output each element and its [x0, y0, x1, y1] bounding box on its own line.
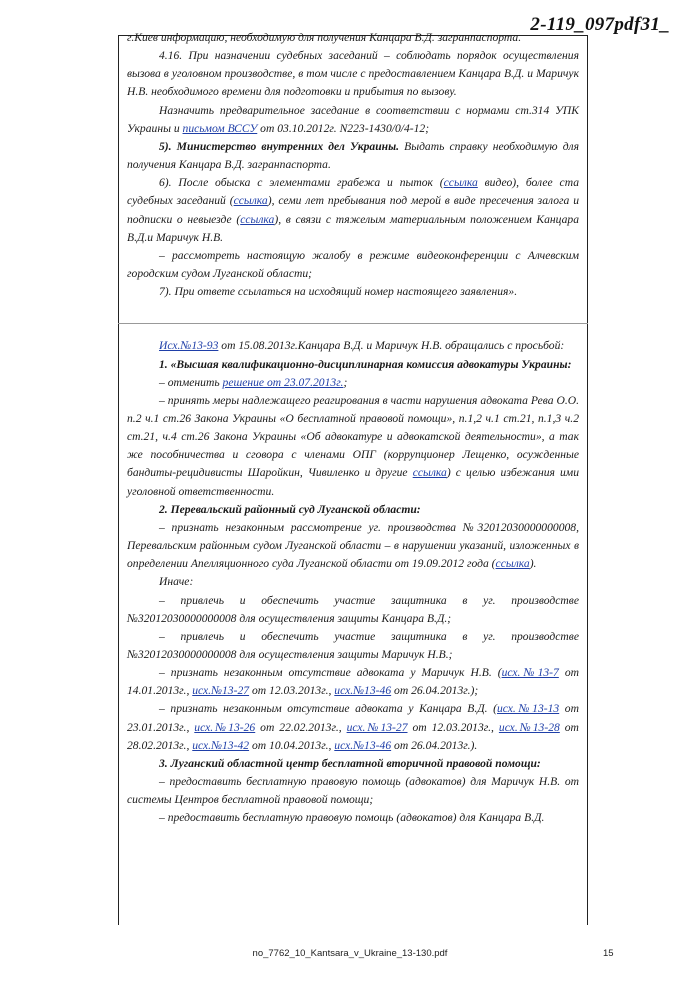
- outgoing-ref-link[interactable]: исх.№13-28: [498, 720, 560, 734]
- paragraph: г.Киев информацию, необходимую для получения Канцара В.Д. загранпаспорта.: [127, 31, 522, 44]
- section-heading: 2. Перевальский районный суд Луганской области:: [159, 502, 421, 516]
- decision-link[interactable]: решение от 23.07.2013г.: [222, 375, 344, 389]
- text: от 23.01.2013г.,: [127, 702, 579, 734]
- spacer: [127, 301, 579, 319]
- text: – признать незаконным рассмотрение уг. производства №32012030000000008, Перевальским районным судом Луганской области – в нарушении указаний, изложенных в определении Апелляционного суда Луганской области от 19.09.2012 года (: [127, 520, 579, 571]
- footer-filename: no_7762_10_Kantsara_v_Ukraine_13-130.pdf: [252, 948, 448, 959]
- vssu-letter-link[interactable]: письмом ВССУ: [182, 121, 258, 135]
- paragraph: [127, 700, 579, 754]
- outgoing-ref-link[interactable]: исх.№13-46: [334, 684, 392, 698]
- text: от 10.04.2013г.,: [249, 738, 335, 752]
- outgoing-ref-link[interactable]: исх.№13-46: [334, 738, 392, 752]
- outgoing-ref-link[interactable]: исх.№13-26: [194, 720, 256, 734]
- paragraph: [127, 374, 579, 392]
- text: ).: [529, 557, 537, 571]
- text: от 15.08.2013г.Канцара В.Д. и Маричук Н.В. обращались с просьбой:: [218, 339, 565, 353]
- text: Назначить предварительное заседание в соответствии с нормами ст.314 УПК Украины и: [127, 103, 579, 135]
- paragraph: – привлечь и обеспечить участие защитника в уг. производстве №32012030000000008 для осуществления защиты Канцара В.Д.;: [127, 593, 579, 625]
- text: – признать незаконным отсутствие адвоката у Канцара В.Д. (: [159, 702, 497, 716]
- document-body: [127, 29, 579, 828]
- paragraph: [127, 102, 579, 138]
- text: 6). После обыска с элементами грабежа и пыток (: [159, 176, 444, 190]
- outgoing-ref-link[interactable]: Исх.№13-93: [159, 339, 219, 353]
- link[interactable]: ссылка: [240, 212, 275, 226]
- text: ) с целью избежания ими уголовной ответственности.: [127, 466, 580, 498]
- outgoing-ref-link[interactable]: исх.№13-42: [192, 738, 250, 752]
- paragraph: 4.16. При назначении судебных заседаний – соблюдать порядок осуществления вызова в уголовном производстве, в том числе с предоставлением Канцара В.Д. и Маричук Н.В. необходимого времени для подготовки и прибытия по вызову.: [127, 49, 579, 99]
- link[interactable]: ссылка: [412, 466, 447, 480]
- paragraph: [127, 138, 579, 174]
- paragraph: – рассмотреть настоящую жалобу в режиме видеоконференции с Алчевским городским судом Луганской области;: [127, 248, 579, 281]
- text: Выдать справку необходимую для получения Канцара В.Д. загранпаспорта.: [127, 139, 579, 172]
- section-heading: 3. Луганский областной центр бесплатной вторичной правовой помощи:: [159, 756, 541, 770]
- text: от 26.04.2013г.);: [391, 684, 479, 698]
- outgoing-ref-link[interactable]: исх.№13-27: [192, 684, 250, 698]
- text: от 14.01.2013г.,: [127, 666, 579, 698]
- text: от 28.02.2013г.,: [127, 720, 579, 752]
- page-number: 15: [603, 948, 614, 959]
- paragraph: – предоставить бесплатную правовую помощь (адвокатов) для Канцара В.Д.: [159, 811, 545, 825]
- paragraph: – предоставить бесплатную правовую помощь (адвокатов) для Маричук Н.В. от системы Центров бесплатной правовой помощи;: [127, 775, 579, 807]
- text: от 26.04.2013г.).: [391, 738, 478, 752]
- paragraph: [127, 664, 579, 700]
- text: ), в связи с тяжелым материальным положением Канцара В.Д.и Маричук Н.В.: [127, 212, 579, 244]
- text: – принять меры надлежащего реагирования в части нарушения адвоката Рева О.О. п.2 ч.1 ст.26 Закона Украины «О бесплатной правовой помощи», п.1,2 ч.1 ст.21, п.1,3 ч.2 ст.21, ч.4 ст.26 Закона Украины «Об адвокатуре и адвокатской деятельности», а так же пособничества и сговора с членами ОПГ (коррупционер Лещенко, осужденные бандиты-рецидивисты Шаройкин, Чивиленко и другие: [127, 393, 579, 480]
- left-border: [118, 35, 119, 925]
- paragraph: [127, 337, 579, 355]
- outgoing-ref-link[interactable]: исх.№13-7: [501, 666, 559, 680]
- link[interactable]: ссылка: [443, 176, 478, 190]
- text: от 12.03.2013г.,: [249, 684, 335, 698]
- document-stamp: 2-119_097pdf31_: [530, 14, 670, 35]
- text: от 12.03.2013г.,: [407, 720, 499, 734]
- paragraph: [127, 174, 579, 247]
- text: – признать незаконным отсутствие адвоката у Маричук Н.В. (: [159, 666, 502, 680]
- paragraph: [127, 519, 579, 573]
- right-border: [587, 35, 588, 925]
- spacer: [127, 319, 579, 337]
- text: ), семи лет пребывания под мерой в виде пресечения залога и подписки о невыезде (: [127, 194, 579, 226]
- paragraph: [127, 392, 579, 501]
- outgoing-ref-link[interactable]: исх.№13-27: [346, 720, 408, 734]
- text: ;: [343, 375, 348, 389]
- paragraph: 7). При ответе ссылаться на исходящий номер настоящего заявления».: [159, 285, 518, 299]
- text: видео), более ста судебных заседаний (: [127, 176, 580, 208]
- text: от 22.02.2013г.,: [255, 720, 347, 734]
- link[interactable]: ссылка: [233, 194, 268, 208]
- paragraph: Иначе:: [159, 575, 194, 589]
- text: – отменить: [159, 375, 223, 389]
- section-heading: 1. «Высшая квалификационно-дисциплинарная комиссия адвокатуры Украины:: [159, 357, 572, 371]
- outgoing-ref-link[interactable]: исх.№13-13: [496, 702, 560, 716]
- link[interactable]: ссылка: [495, 557, 530, 571]
- paragraph: – привлечь и обеспечить участие защитника в уг. производстве №32012030000000008 для осуществления защиты Маричук Н.В.;: [127, 629, 579, 661]
- heading-text: 5). Министерство внутренних дел Украины.: [159, 139, 400, 153]
- text: от 03.10.2012г. N223-1430/0/4-12;: [257, 121, 430, 135]
